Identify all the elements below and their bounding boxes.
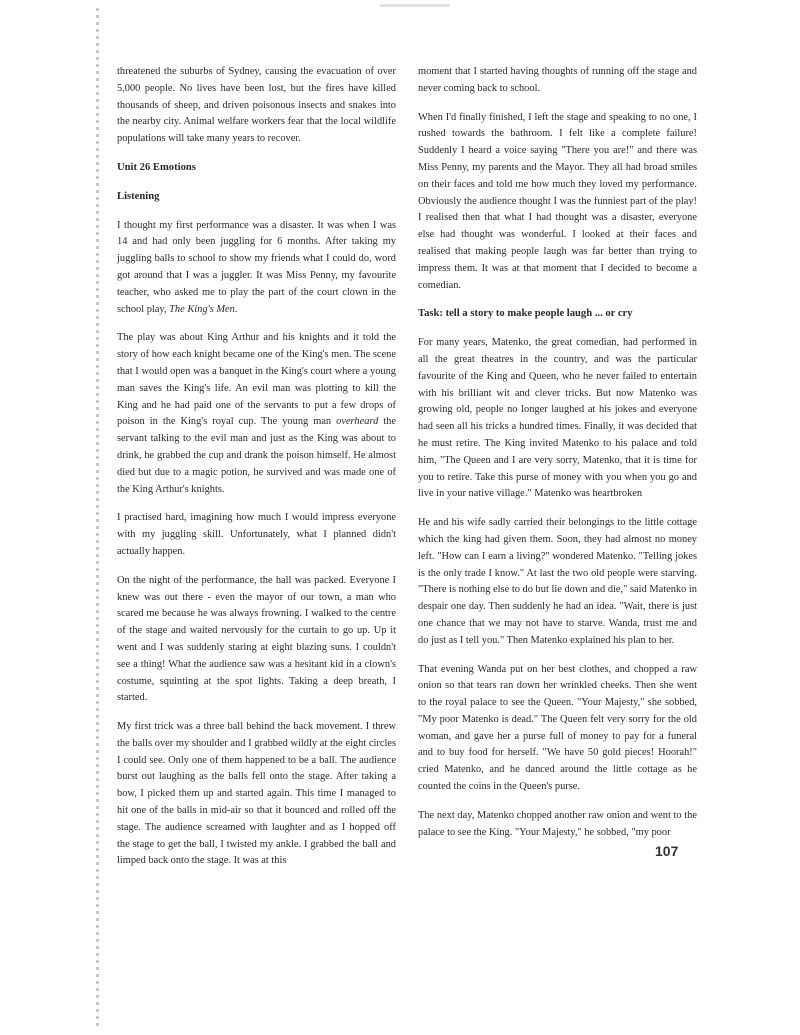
left-column [117,64,396,870]
story-paragraph-7: When I'd finally finished, I left the stage and speaking to no one, I rushed towards the bathroom. I felt like a complete failure! Suddenly I heard a voice saying "There you are!" and there was Miss Penny, my parents and the Mayor. They all had broad smiles on their faces and told me how much they loved my performance. Obviously the audience thought I was the funniest part of the play! I realised then that what I had thought was a disaster, everyone else had thought was wonderful. I looked at their faces and realised that making people laugh was far better than trying to impress them. It was at that moment that I decided to become a comedian. [418,111,697,291]
story-paragraph-3: I practised hard, imagining how much I would impress everyone with my juggling skill. Unfortunately, what I planned didn't actually happen. [117,512,396,557]
story-paragraph-2-text-b: the servant talking to the evil man and just as the King was about to drink, he grabbed the cup and drank the poison himself. He almost died but due to a magic potion, he survived and was made one of the King Arthur's knights. [117,416,396,495]
listening-heading: Listening [117,190,160,202]
intro-paragraph: threatened the suburbs of Sydney, causing the evacuation of over 5,000 people. No lives have been lost, but the fires have killed thousands of sheep, and driven poisonous insects and snakes into the nearby city. Animal welfare workers fear that the local wildlife populations will take many years to recover. [117,66,396,145]
matenko-paragraph-3: That evening Wanda put on her best clothes, and chopped a raw onion so that tears ran down her wrinkled cheeks. Then she went to the royal palace to see the Queen. "Your Majesty," she sobbed, "My poor Matenko is dead." The Queen felt very sorry for the old woman, and gave her a purse full of money to pay for a funeral and to buy food for herself. "We have 50 gold pieces! Hoorah!" cried Matenko, and he danced around the little cottage as he counted the coins in the Queen's purse. [418,663,697,793]
story-paragraph-1-end: . [234,303,238,315]
matenko-paragraph-4: The next day, Matenko chopped another raw onion and went to the palace to see the King. "Your Majesty," he sobbed, "my poor [418,809,697,838]
task-heading: Task: tell a story to make people laugh ... or cry [418,308,633,320]
scan-mark [380,4,450,7]
story-paragraph-1-text: I thought my first performance was a disaster. It was when I was 14 and had only been juggling for 6 months. After taking my juggling balls to school to show my friends what I could do, word got around that I was a juggler. It was Miss Penny, my favourite teacher, who asked me to play the part of the court clown in the school play, [117,219,396,315]
play-title: The King's Men [169,303,235,315]
story-paragraph-4: On the night of the performance, the hall was packed. Everyone I knew was out there - even the mayor of our town, a man who scared me because he was always frowning. I walked to the centre of the stage and waited nervously for the curtain to go up. Up it went and I was suddenly staring at eight blazing suns. I couldn't see a thing! What the audience saw was a hesitant kid in a clown's costume, squinting at the spot lights. Taking a deep breath, I started. [117,574,396,704]
right-column [418,64,697,841]
story-paragraph-5: My first trick was a three ball behind the back movement. I threw the balls over my shoulder and I grabbed wildly at the eight circles I could see. Only one of them happened to be a ball. The audience burst out laughing as the balls fell onto the stage. After taking a bow, I picked them up and started again. This time I managed to hit one of the balls in mid-air so that it bounced and rolled off the stage. The audience screamed with laughter and as I hopped off the stage to get the ball, I twisted my ankle. I grabbed the ball and limped back onto the stage. It was at this [117,721,396,867]
story-paragraph-2 [117,330,396,498]
story-paragraph-6: moment that I started having thoughts of running off the stage and never coming back to school. [418,66,697,94]
story-paragraph-1 [117,218,396,319]
story-paragraph-2-text-a: The play was about King Arthur and his knights and it told the story of how each knight became one of the King's men. The scene that I would open was a banquet in the King's court where a young man saves the King's life. An evil man was plotting to kill the King and he had paid one of the servants to put a few drops of poison in the King's royal cup. The young man [117,332,396,428]
binding-edge [96,8,99,1028]
page-number: 107 [655,843,679,859]
matenko-paragraph-1: For many years, Matenko, the great comedian, had performed in all the great theatres in the country, and was the particular favourite of the King and Queen, who he never failed to entertain with his brilliant wit and clever tricks. But now Matenko was growing old, people no longer laughed at his jokes and everyone had seen all his tricks a hundred times. Finally, it was decided that he must retire. The King invited Matenko to his palace and told him, "The Queen and I are very sorry, Matenko, that it is time for you to retire. Take this purse of money with you when you go and live in your native village." Matenko was heartbroken [418,337,697,500]
unit-heading: Unit 26 Emotions [117,161,196,173]
overheard-word: overheard [336,416,379,428]
matenko-paragraph-2: He and his wife sadly carried their belongings to the little cottage which the king had given them. Soon, they had almost no money left. "How can I earn a living?" wondered Matenko. "Telling jokes is the only trade I know." At last the two old people were starving. "There is nothing else to do but lie down and die," said Matenko in despair one day. Then suddenly he had an idea. "Wait, there is just one chance that we may not have to starve. Wanda, trust me and do just as I tell you." Then Matenko explained his plan to her. [418,517,697,646]
